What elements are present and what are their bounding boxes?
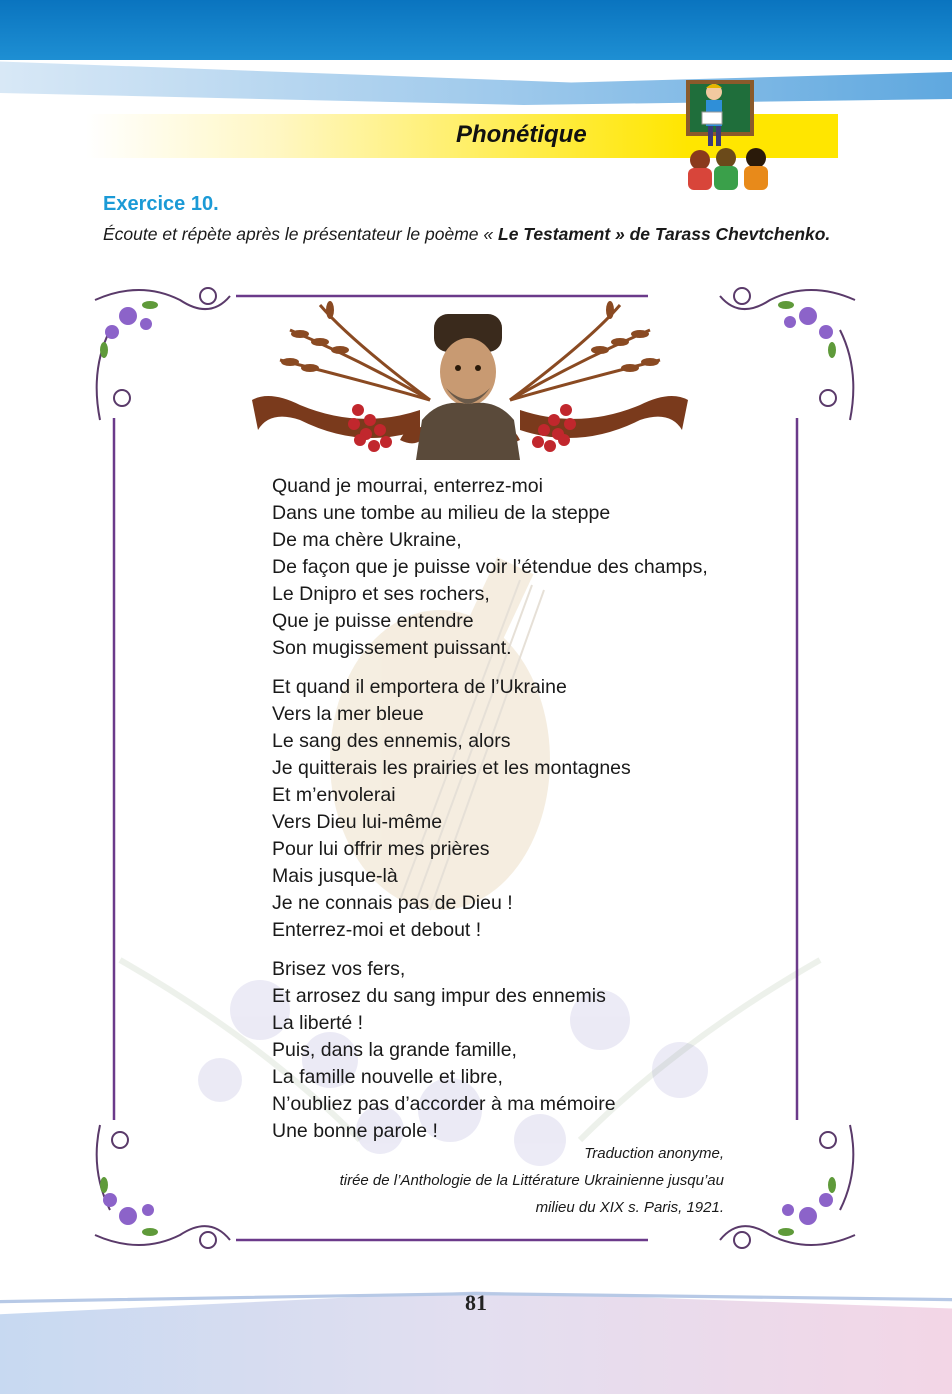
poem-line: Puis, dans la grande famille, — [272, 1039, 517, 1061]
poem-text — [272, 473, 792, 1157]
poem-line: La liberté ! — [272, 1012, 364, 1034]
page-number: 81 — [465, 1290, 487, 1315]
poem-title: Le Testament » de Tarass Chevtchenko. — [498, 224, 831, 244]
poem-stanza-1 — [272, 473, 792, 662]
poem-line: Son mugissement puissant. — [272, 637, 512, 659]
poem-line: Le Dnipro et ses rochers, — [272, 583, 490, 605]
poem-line: Et arrosez du sang impur des ennemis — [272, 985, 606, 1007]
poem-line: Et quand il emportera de l’Ukraine — [272, 676, 567, 698]
credit-line: Traduction anonyme, — [584, 1145, 724, 1162]
exercise-heading: Exercice 10. — [103, 193, 219, 215]
poem-line: Une bonne parole ! — [272, 1120, 438, 1142]
poem-line: La famille nouvelle et libre, — [272, 1066, 503, 1088]
poem-line: Que je puisse entendre — [272, 610, 474, 632]
credit-line: tirée de l’Anthologie de la Littérature Ukrainienne jusqu’au — [339, 1172, 724, 1189]
poem-line: Le sang des ennemis, alors — [272, 730, 511, 752]
poem-line: N’oubliez pas d’accorder à ma mémoire — [272, 1093, 616, 1115]
poem-line: Enterrez-moi et debout ! — [272, 919, 482, 941]
poem-line: De ma chère Ukraine, — [272, 529, 462, 551]
instruction-text: Écoute et répète après le présentateur le poème « — [103, 224, 494, 244]
translation-credit — [224, 1140, 724, 1221]
poem-line: Et m’envolerai — [272, 784, 396, 806]
poem-stanza-3 — [272, 956, 792, 1145]
poem-line: Mais jusque-là — [272, 865, 398, 887]
section-title: Phonétique — [456, 121, 587, 148]
poem-line: Dans une tombe au milieu de la steppe — [272, 502, 611, 524]
poem-stanza-2 — [272, 674, 792, 944]
poem-line: Vers la mer bleue — [272, 703, 424, 725]
poem-line: Je quitterais les prairies et les montagnes — [272, 757, 631, 779]
poem-line: Je ne connais pas de Dieu ! — [272, 892, 513, 914]
poem-line: Vers Dieu lui-même — [272, 811, 443, 833]
credit-line: milieu du XIX s. Paris, 1921. — [535, 1199, 724, 1216]
poem-line: Quand je mourrai, enterrez-moi — [272, 475, 543, 497]
portrait-illustration — [416, 314, 520, 460]
poem-line: De façon que je puisse voir l’étendue des champs, — [272, 556, 708, 578]
poem-line: Pour lui offrir mes prières — [272, 838, 490, 860]
poem-line: Brisez vos fers, — [272, 958, 406, 980]
